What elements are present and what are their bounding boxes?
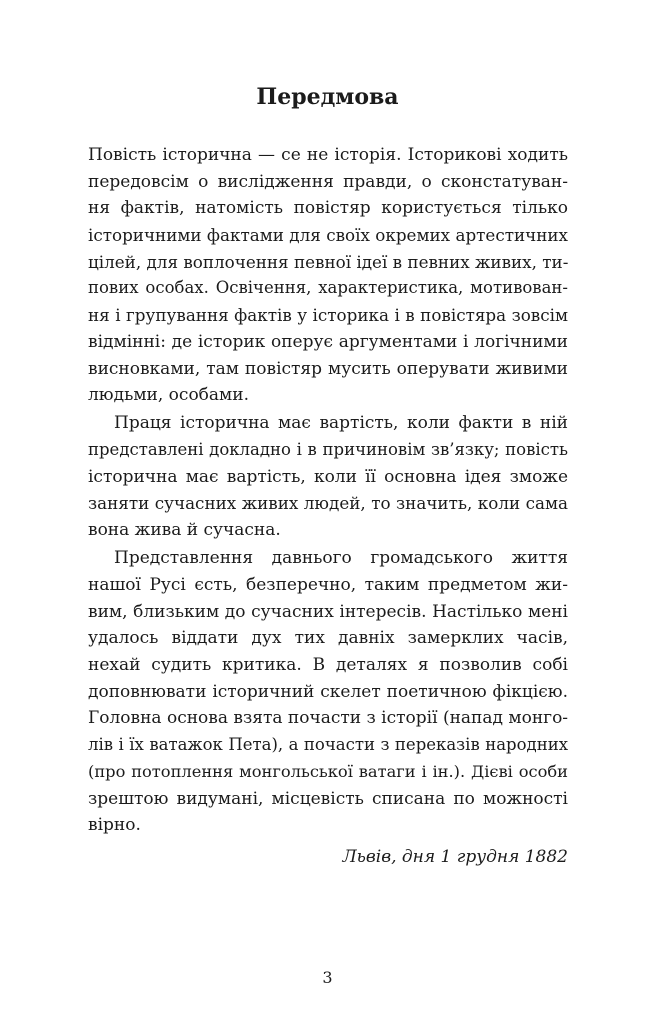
text-line: лів і їх ватажок Пета), а почасти з переказів народних [88,735,568,755]
text-line: висновками, там повістяр мусить оперувати живими [88,358,568,379]
text-line: нашої Русі єсть, безперечно, таким предметом жи- [88,575,568,595]
text-line: історичними фактами для своїх окремих артестичних [88,225,568,246]
page-number: 3 [322,968,333,987]
preface-body [88,142,568,839]
text-line: зрештою видумані, місцевість списана по можності [88,788,568,809]
text-line: вона жива й сучасна. [88,520,281,541]
text-line: представлені докладно і в причиновім зв’язку; повість [88,440,568,460]
paragraph-2 [88,410,568,543]
text-line: Представлення давнього громадського життя [114,548,568,569]
text-line: вірно. [88,815,141,836]
text-line: пових особах. Освічення, характеристика, мотивован- [88,278,568,298]
paragraph-1 [88,142,568,409]
text-line: Головна основа взята почасти з історії (напад монго- [88,708,569,729]
text-line: відмінні: де історик оперує аргументами і логічними [88,331,568,352]
text-line: історична має вартість, коли її основна ідея зможе [88,466,568,487]
text-line: заняти сучасних живих людей, то значить, коли сама [88,493,568,514]
text-line: ня фактів, натомість повістяр користується тілько [88,198,568,219]
text-line: удалось віддати дух тих давніх замерклих часів, [88,628,568,649]
text-line: доповнювати історичний скелет поетичною фікцією. [88,681,568,702]
text-line: вим, близьким до сучасних інтересів. Настілько мені [88,601,568,622]
text-line: людьми, особами. [88,385,250,406]
text-line: (про потоплення монгольської ватаги і ін.). Дієві особи [88,761,568,781]
text-line: ня і групування фактів у історика і в повістяра зовсім [88,305,568,326]
text-line: Праця історична має вартість, коли факти в ній [114,413,568,434]
text-line: Повість історична — се не історія. Історикові ходить [88,145,568,165]
signature-date: Львів, дня 1 грудня 1882 [342,847,568,867]
text-line: нехай судить критика. В деталях я позволив собі [88,655,568,676]
paragraph-3 [88,545,568,839]
page-title: Передмова [256,84,399,110]
text-line: цілей, для воплочення певної ідеї в певних живих, ти- [88,251,569,272]
text-line: передовсім о вислідження правди, о сконстатуван- [88,171,568,192]
